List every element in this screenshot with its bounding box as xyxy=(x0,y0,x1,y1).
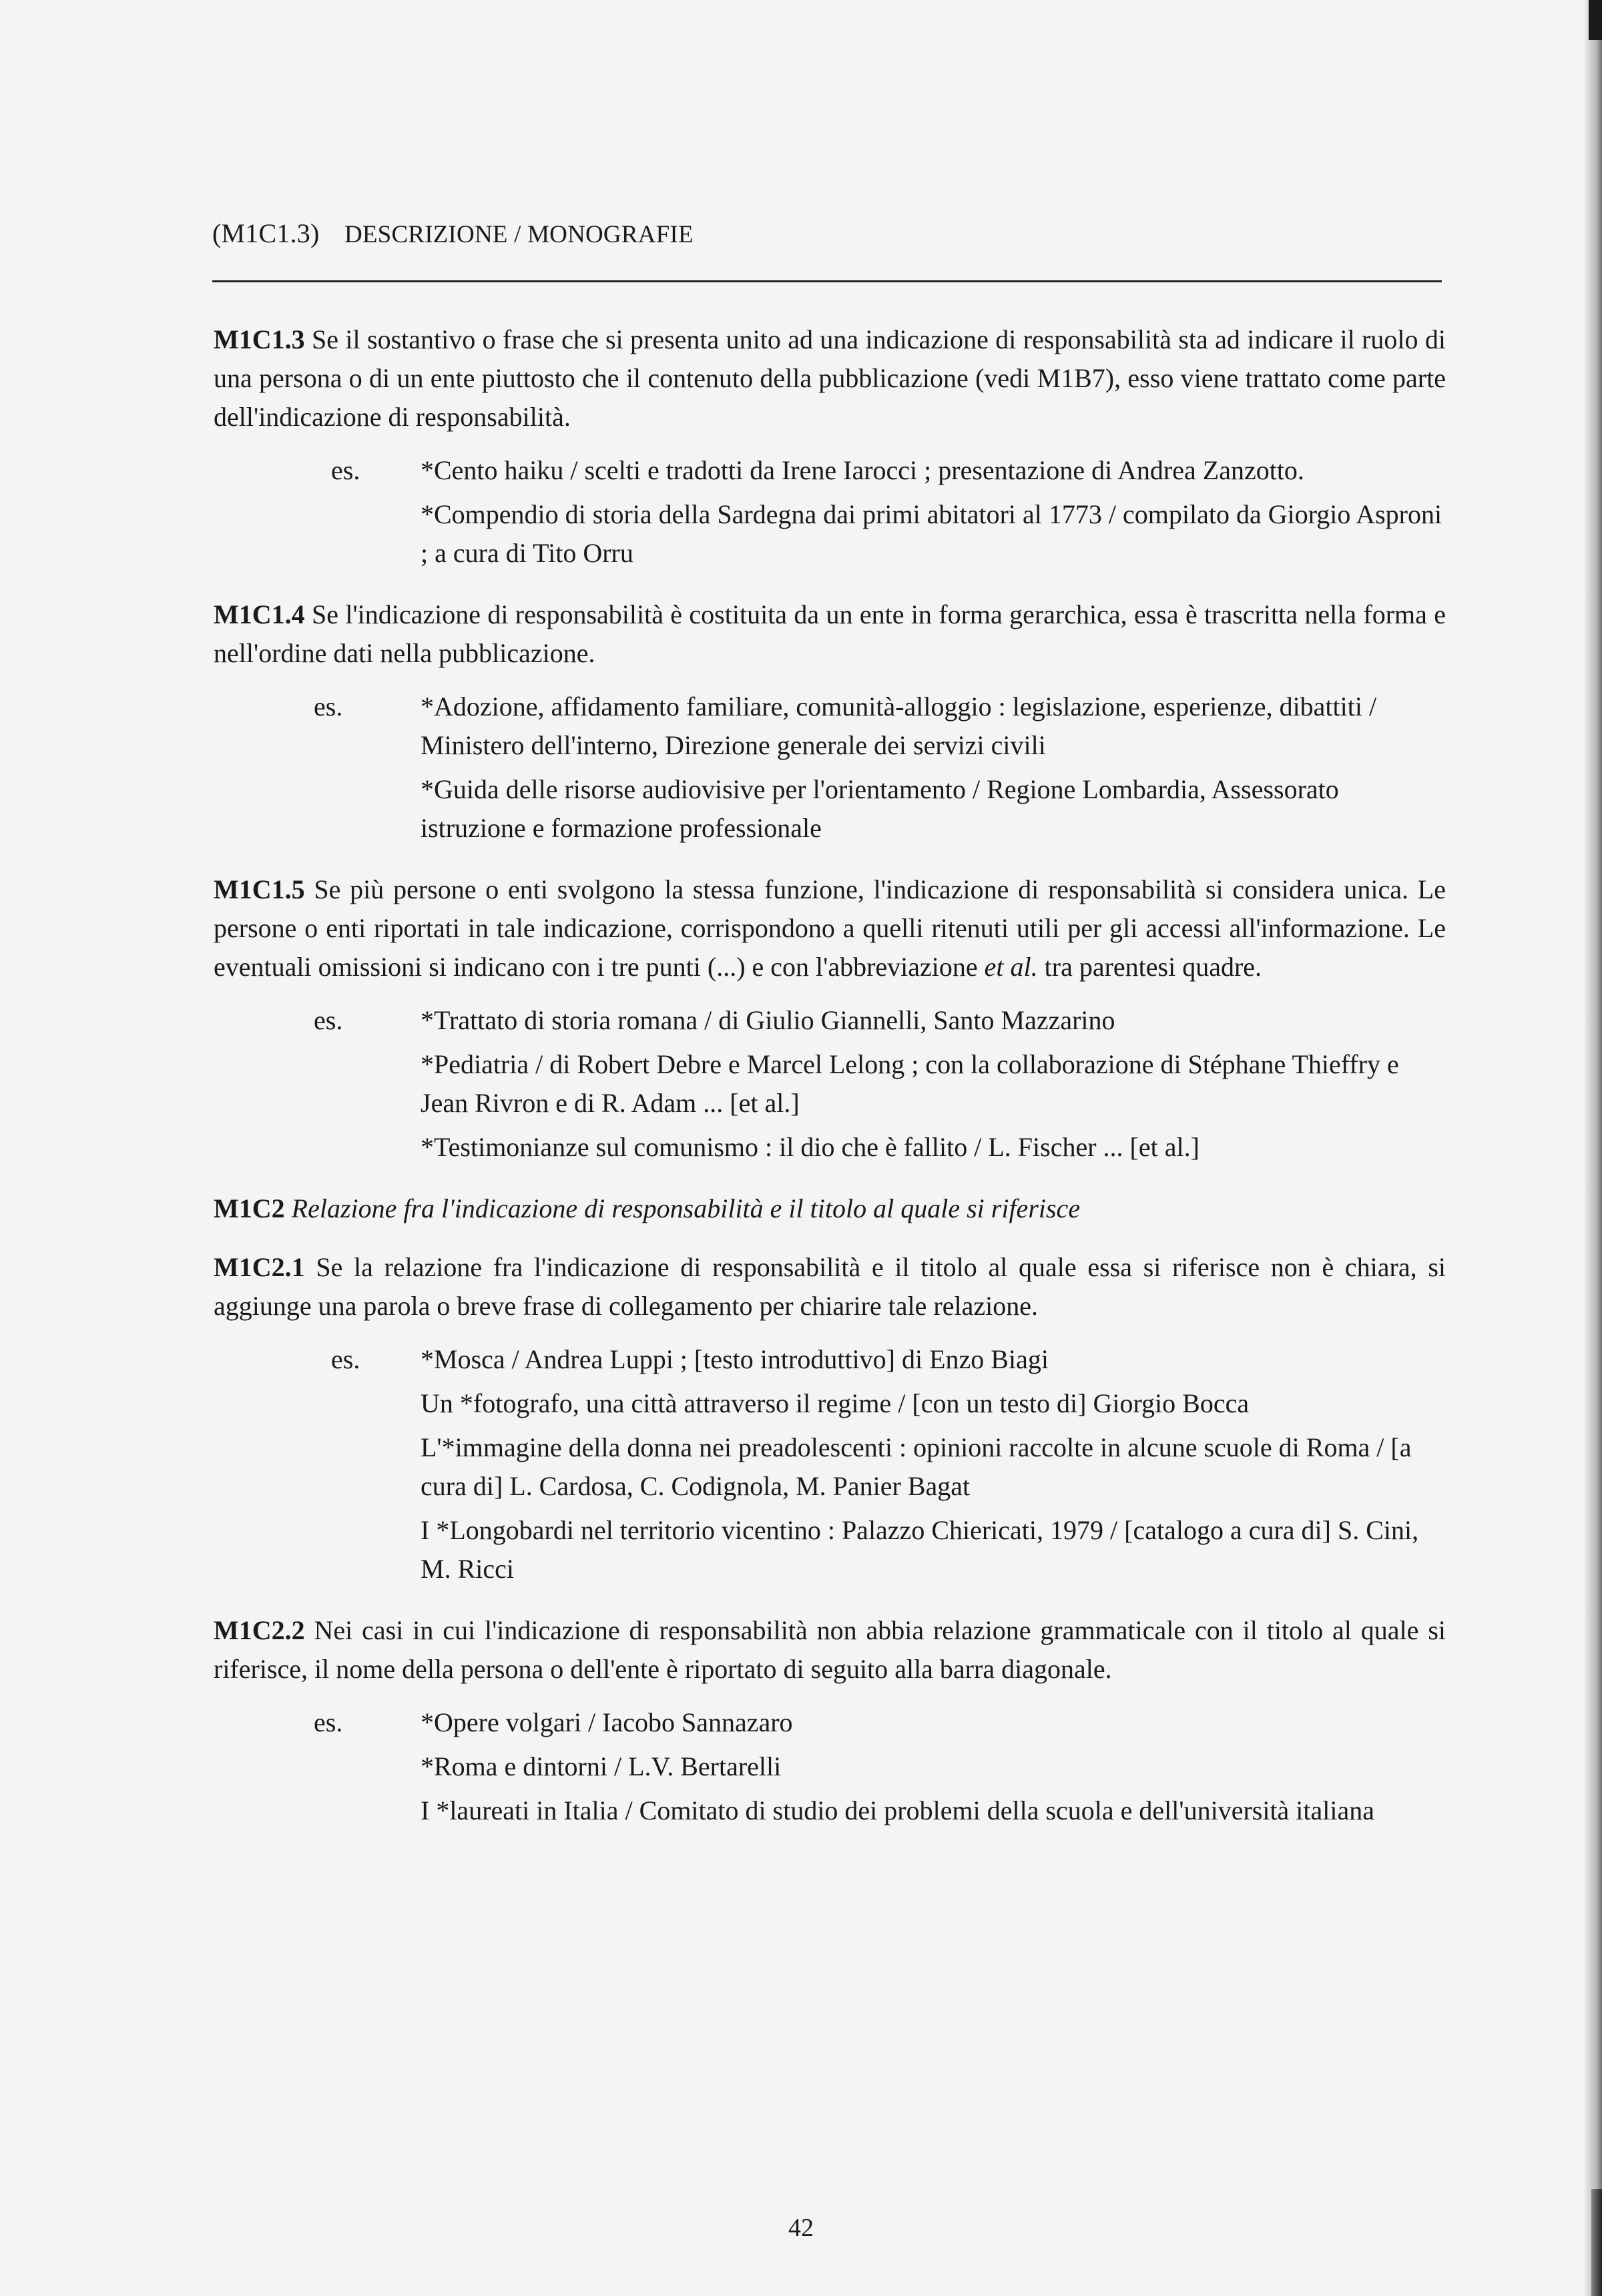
section-m1c2-1 xyxy=(214,1248,1446,1326)
section-heading-title: Relazione fra l'indicazione di responsabilità e il titolo al quale si riferisce xyxy=(291,1193,1081,1223)
example-item: I *laureati in Italia / Comitato di studio dei problemi della scuola e dell'università italiana xyxy=(421,1795,1375,1825)
example-item: *Adozione, affidamento familiare, comunità-alloggio : legislazione, esperienze, dibattiti / Ministero dell'interno, Direzione generale dei servizi civili xyxy=(421,691,1377,760)
example-item: L'*immagine della donna nei preadolescenti : opinioni raccolte in alcune scuole di Roma / [a cura di] L. Cardosa, C. Codignola, M. Panier Bagat xyxy=(421,1432,1412,1501)
example-item: *Pediatria / di Robert Debre e Marcel Lelong ; con la collaborazione di Stéphane Thieffry e Jean Rivron e di R. Adam ... [et al.] xyxy=(421,1049,1399,1118)
example-item: *Roma e dintorni / L.V. Bertarelli xyxy=(421,1751,782,1781)
section-code: M1C2.2 xyxy=(214,1615,305,1645)
section-text: Se il sostantivo o frase che si presenta unito ad una indicazione di responsabilità sta ad indicare il ruolo di una persona o di un ente piuttosto che il contenuto della pubblicazione (vedi M1B7), esso viene trattato come parte dell'indicazione di responsabilità. xyxy=(214,324,1446,432)
section-m1c1-5 xyxy=(214,870,1446,986)
section-code: M1C1.4 xyxy=(214,599,305,629)
examples-m1c2-2 xyxy=(214,1703,1446,1830)
running-header xyxy=(212,218,1440,249)
section-m1c1-4 xyxy=(214,595,1446,673)
section-code: M1C1.3 xyxy=(214,324,305,354)
example-item: *Trattato di storia romana / di Giulio Giannelli, Santo Mazzarino xyxy=(421,1005,1115,1035)
section-code: M1C1.5 xyxy=(214,874,305,904)
example-label: es. xyxy=(314,691,343,722)
section-code: M1C2.1 xyxy=(214,1252,305,1282)
section-text: Se la relazione fra l'indicazione di responsabilità e il titolo al quale essa si riferisce non è chiara, si aggiunge una parola o breve frase di collegamento per chiarire tale relazione. xyxy=(214,1252,1446,1321)
example-label: es. xyxy=(331,455,360,485)
section-heading-m1c2 xyxy=(214,1189,1446,1228)
header-code: (M1C1.3) xyxy=(212,218,320,248)
example-label: es. xyxy=(331,1344,360,1374)
example-label: es. xyxy=(314,1707,343,1737)
section-text-italic: et al. xyxy=(984,952,1038,982)
section-text: Nei casi in cui l'indicazione di responsabilità non abbia relazione grammaticale con il titolo al quale si riferisce, il nome della persona o dell'ente è riportato di seguito alla barra diagonale. xyxy=(214,1615,1446,1684)
section-m1c1-3 xyxy=(214,320,1446,437)
example-label: es. xyxy=(314,1005,343,1035)
example-item: Un *fotografo, una città attraverso il regime / [con un testo di] Giorgio Bocca xyxy=(421,1388,1250,1418)
section-m1c2-2 xyxy=(214,1611,1446,1689)
header-rule xyxy=(212,280,1442,282)
header-title: DESCRIZIONE / MONOGRAFIE xyxy=(344,221,694,248)
example-item: *Testimonianze sul comunismo : il dio che è fallito / L. Fischer ... [et al.] xyxy=(421,1132,1199,1162)
examples-m1c1-4 xyxy=(214,687,1446,848)
examples-m1c2-1 xyxy=(214,1340,1446,1589)
page-number: 42 xyxy=(788,2214,814,2242)
section-text: Se più persone o enti svolgono la stessa funzione, l'indicazione di responsabilità si considera unica. Le persone o enti riportati in tale indicazione, corrispondono a quelli ritenuti utili per gli accessi all'informazione. Le eventuali omissioni si indicano con i tre punti (...) e con l'abbreviazione xyxy=(214,874,1446,982)
page-body xyxy=(214,320,1446,1853)
example-item: *Cento haiku / scelti e tradotti da Irene Iarocci ; presentazione di Andrea Zanzotto. xyxy=(421,455,1304,485)
example-item: *Guida delle risorse audiovisive per l'orientamento / Regione Lombardia, Assessorato istruzione e formazione professionale xyxy=(421,774,1339,843)
examples-m1c1-3 xyxy=(214,451,1446,573)
section-text-end: tra parentesi quadre. xyxy=(1037,952,1262,982)
example-item: *Compendio di storia della Sardegna dai primi abitatori al 1773 / compilato da Giorgio Asproni ; a cura di Tito Orru xyxy=(421,499,1442,568)
page-edge-shadow xyxy=(1585,0,1602,2296)
example-item: I *Longobardi nel territorio vicentino : Palazzo Chiericati, 1979 / [catalogo a cura di] S. Cini, M. Ricci xyxy=(421,1515,1419,1584)
page-edge-corner xyxy=(1589,0,1602,40)
section-code: M1C2 xyxy=(214,1193,285,1223)
example-item: *Opere volgari / Iacobo Sannazaro xyxy=(421,1707,793,1737)
examples-m1c1-5 xyxy=(214,1001,1446,1167)
page-edge-corner-bottom xyxy=(1591,2189,1602,2296)
example-item: *Mosca / Andrea Luppi ; [testo introduttivo] di Enzo Biagi xyxy=(421,1344,1049,1374)
section-text: Se l'indicazione di responsabilità è costituita da un ente in forma gerarchica, essa è trascritta nella forma e nell'ordine dati nella pubblicazione. xyxy=(214,599,1446,668)
